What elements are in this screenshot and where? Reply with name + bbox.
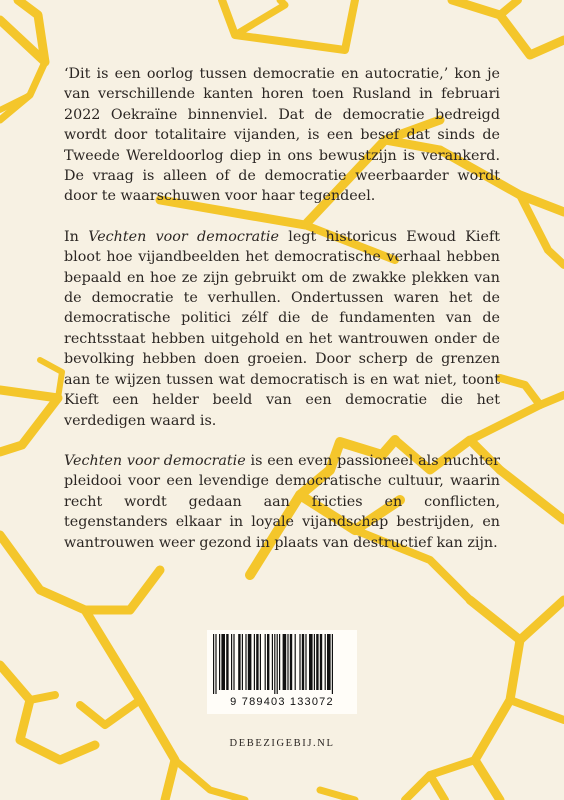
barcode-bar [272,634,273,690]
blurb-paragraph-2 [64,227,500,431]
book-title-italic: Vechten voor democratie [88,228,279,245]
barcode-bar [314,634,315,690]
blurb-paragraph-2-text: legt historicus Ewoud Kieft bloot hoe vijandbeelden het democratische verhaal hebben bepaald en hoe ze zijn gebruikt om de zwakke plekken van de democratie te verhullen. Ondertussen waren het de democratische politici zélf die de fundamenten van de rechtsstaat hebben uitgehold en het wantrouwen onder de bevolking hebben doen groeien. Door scherp de grenzen aan te wijzen tussen wat democratisch is en wat niet, toont Kieft een helder beeld van een democratie die het verdedigen waard is. [64,228,501,429]
barcode-bar [325,634,326,690]
back-cover-blurb [64,64,500,573]
barcode-bar [299,634,300,690]
publisher-url: DEBEZIGEBIJ.NL [229,738,335,749]
barcode-bar [248,634,252,690]
barcode-bar [290,634,292,690]
blurb-paragraph-2-intro: In [64,228,89,245]
blurb-paragraph-1 [64,64,500,207]
blurb-paragraph-1-text: ‘Dit is een oorlog tussen democratie en autocratie,’ kon je van verschillende kanten horen toen Rusland in februari 2022 Oekraïne binnenviel. Dat de democratie bedreigd wordt door totalitaire vijanden, is een besef dat sinds de Tweede Wereldoorlog diep in ons bewustzijn is verankerd. De vraag is alleen of de democratie weerbaarder wordt door te waarschuwen voor haar tegendeel. [64,66,500,205]
barcode-bar [320,634,322,690]
barcode-bar [213,634,214,694]
blurb-paragraph-3 [64,451,500,553]
barcode-bar [256,634,258,690]
barcode-bar [215,634,216,694]
barcode-bar [302,634,304,690]
barcode-bar [327,634,331,690]
barcode-bar [242,634,243,690]
isbn-number: 9 789403 133072 [230,696,334,708]
barcode-bar [267,634,269,690]
barcode-bar [309,634,313,690]
barcode-bar [245,634,246,690]
barcode-bar [226,634,228,690]
barcode-bar [219,634,220,690]
isbn-barcode [207,630,357,714]
barcode-bar [260,634,261,690]
barcode-bar [316,634,318,690]
barcode-bar [295,634,296,690]
book-title-italic: Vechten voor democratie [64,452,246,469]
barcode-bar [332,634,333,694]
barcode-bar [254,634,255,690]
barcode-bar [279,634,280,690]
barcode-bar [231,634,232,690]
barcode-bar [305,634,306,690]
barcode-bar [274,634,275,694]
barcode-bar [221,634,225,690]
barcode-bar [265,634,266,690]
barcode-bar [283,634,287,690]
barcode-bars [213,634,351,694]
barcode-bar [233,634,234,690]
blurb-paragraph-3-text: is een even passioneel als nuchter pleidooi voor een levendige democratische cultuur, waarin recht wordt gedaan aan fricties en conflicten, tegenstanders elkaar in loyale vijandschap bestrijden, en wantrouwen weer gezond in plaats van destructief kan zijn. [64,452,500,551]
barcode-bar [277,634,278,694]
barcode-bar [287,634,288,690]
barcode-bar [238,634,240,690]
